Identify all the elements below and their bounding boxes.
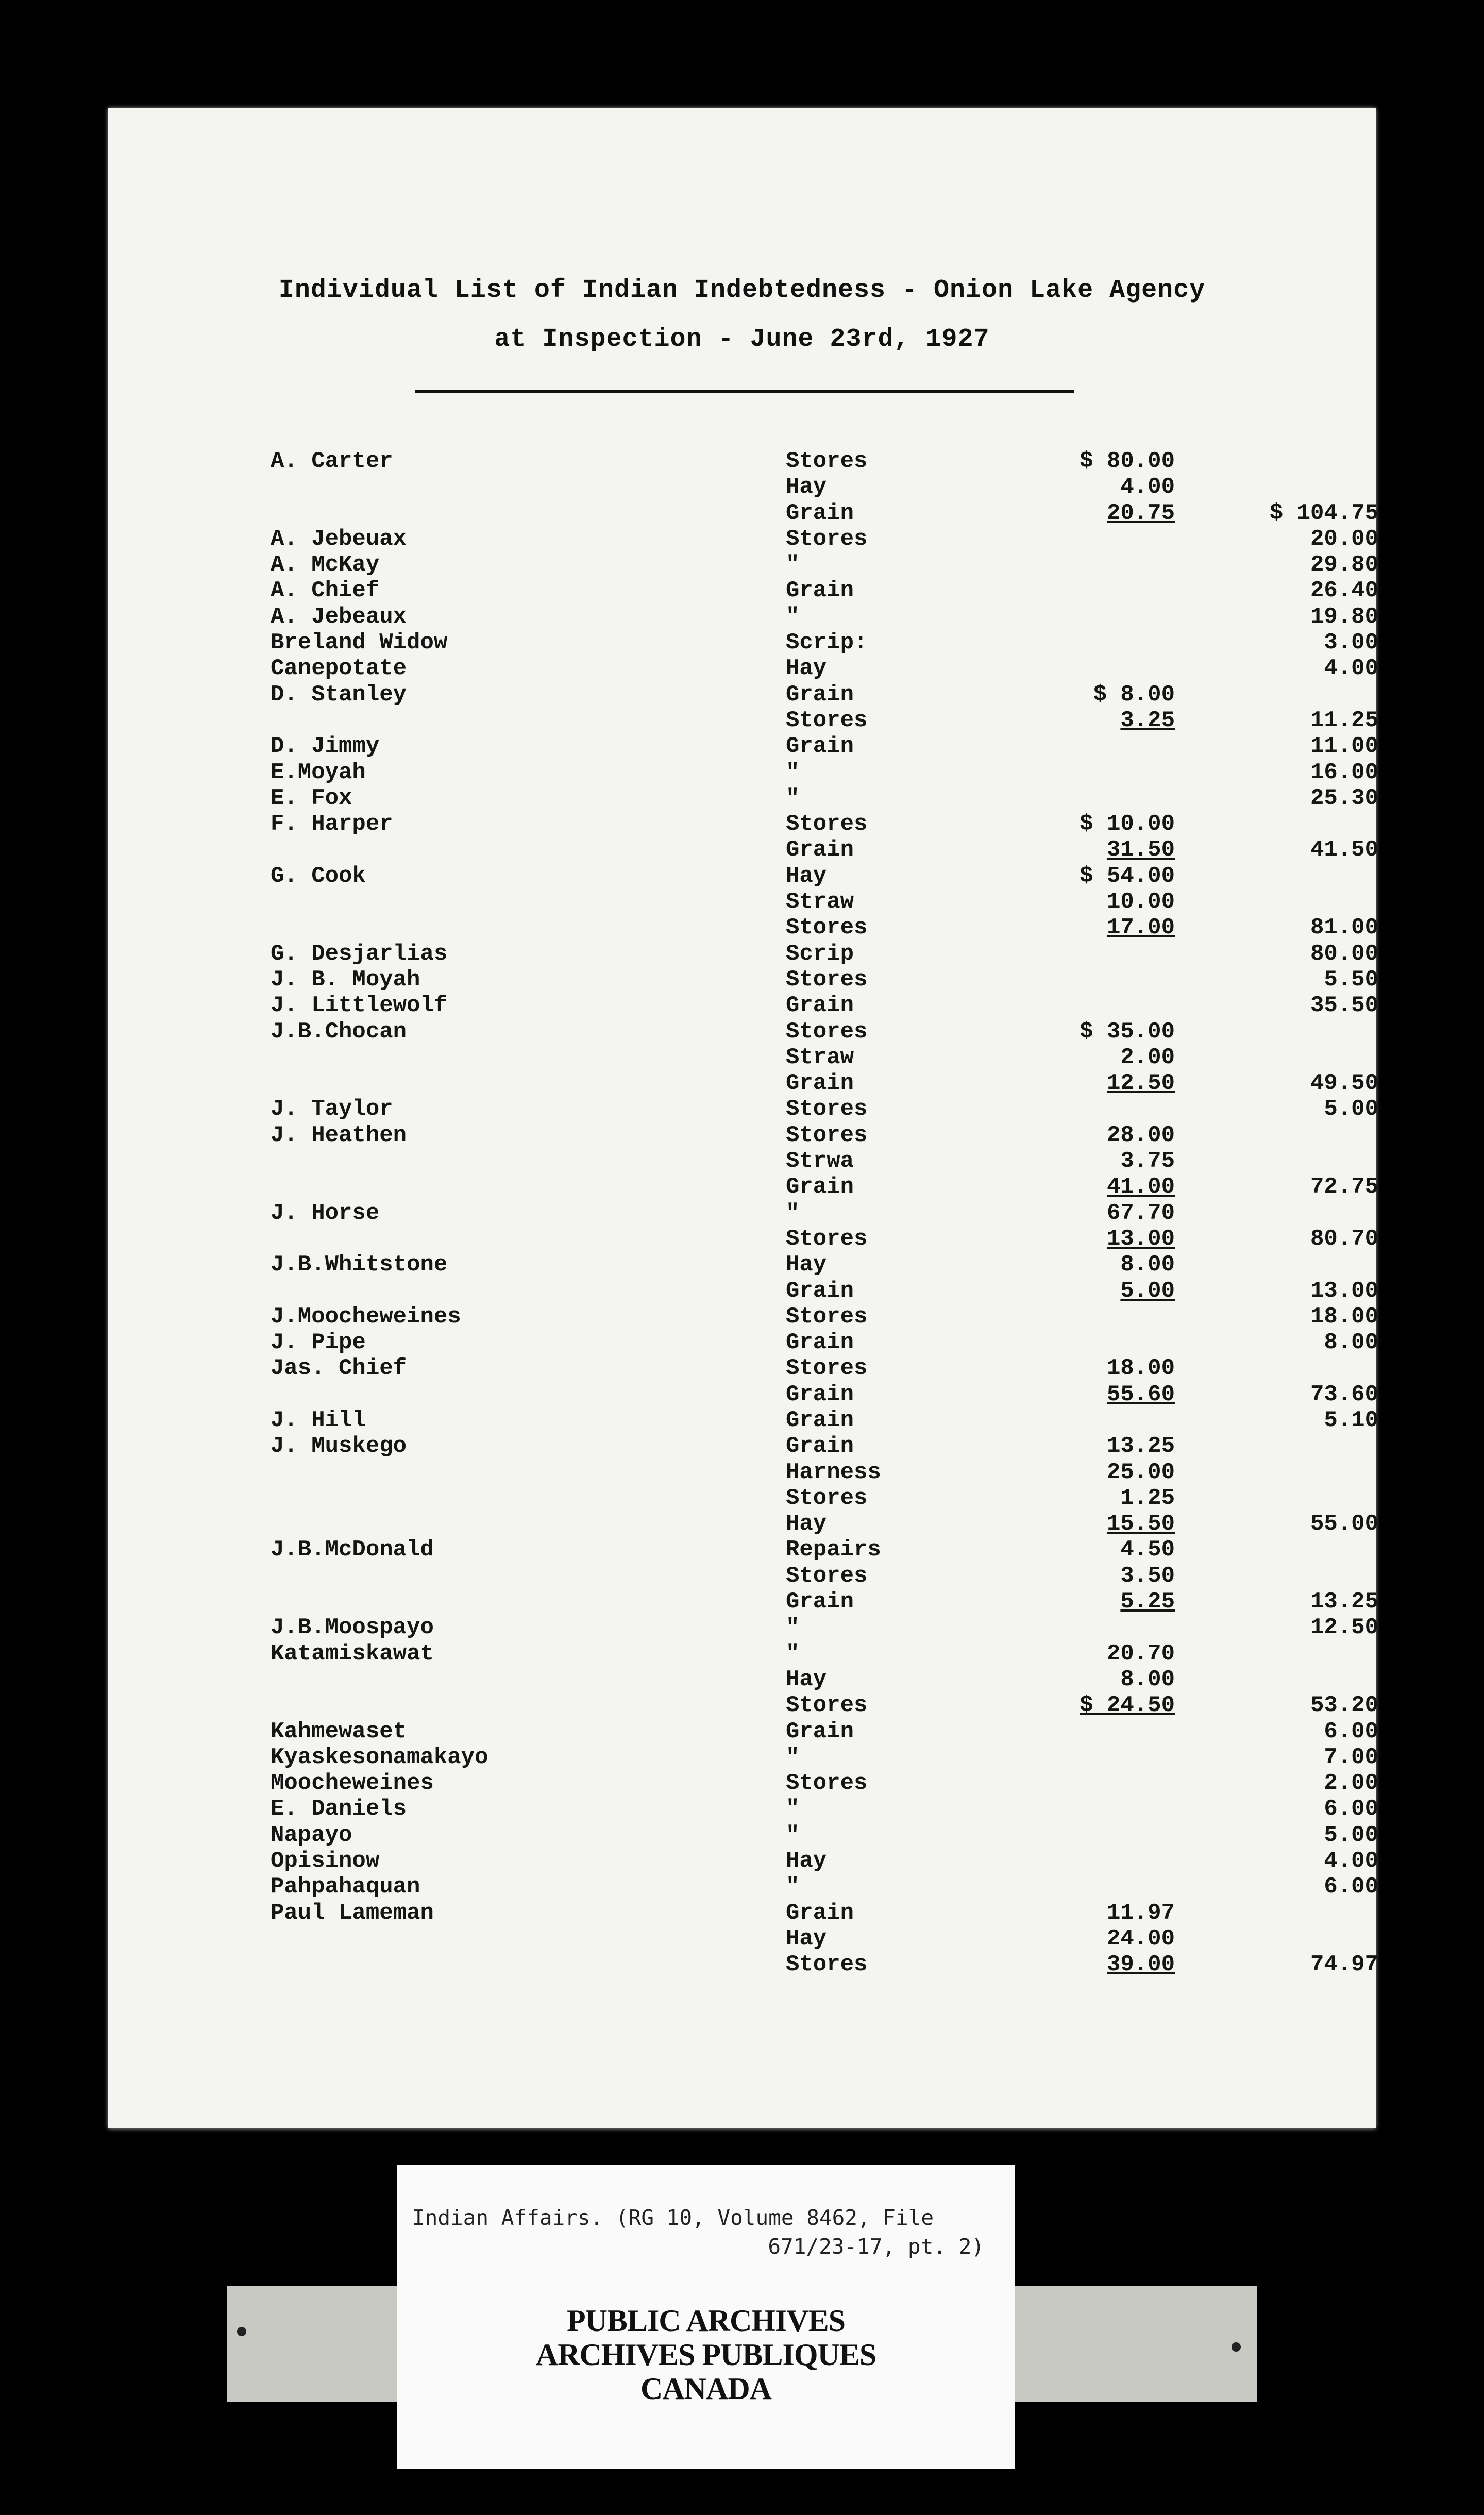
stamp-line-2: ARCHIVES PUBLIQUES: [535, 2338, 876, 2372]
entry-item: Grain: [786, 733, 854, 760]
entry-item: Stores: [786, 707, 868, 733]
tape-hole: [1232, 2342, 1241, 2352]
entry-item: Grain: [786, 1174, 854, 1200]
entry-item: Harness: [786, 1459, 881, 1485]
ledger-row: [108, 1045, 1376, 1070]
entry-total: 5.50: [1324, 966, 1378, 993]
entry-item: Stores: [786, 526, 868, 552]
document-subtitle: at Inspection - June 23rd, 1927: [494, 325, 990, 354]
entry-item: Grain: [786, 578, 854, 604]
entry-name: E. Daniels: [271, 1796, 407, 1822]
ledger-row: [108, 552, 1376, 578]
entry-total: 8.00: [1324, 1330, 1378, 1356]
entry-amount: $ 8.00: [1093, 681, 1175, 708]
entry-total: 73.60: [1310, 1381, 1378, 1407]
entry-item: Stores: [786, 1485, 868, 1511]
ledger-row: [108, 1641, 1376, 1667]
entry-total: 4.00: [1324, 1848, 1378, 1874]
ledger-row: [108, 1226, 1376, 1252]
entry-amount: 28.00: [1106, 1122, 1175, 1148]
entry-amount: 4.00: [1120, 474, 1175, 500]
ledger-row: [108, 1667, 1376, 1692]
ledger-row: [108, 1278, 1376, 1304]
entry-item: Stores: [786, 1303, 868, 1330]
entry-item: Stores: [786, 1563, 868, 1589]
entry-total: 11.25: [1310, 707, 1378, 733]
ledger-row: [108, 1822, 1376, 1848]
ledger-row: [108, 1770, 1376, 1796]
entry-amount: 15.50: [1106, 1511, 1175, 1537]
ledger-row: [108, 733, 1376, 759]
entry-total: 81.00: [1310, 915, 1378, 941]
ledger-row: [108, 1070, 1376, 1096]
entry-total: 53.20: [1310, 1692, 1378, 1719]
ledger-row: [108, 682, 1376, 708]
entry-item: Grain: [786, 500, 854, 526]
ledger-row: [108, 1796, 1376, 1822]
entry-name: Pahpahaquan: [271, 1874, 420, 1900]
entry-item: ": [786, 603, 800, 630]
entry-amount: 31.50: [1106, 837, 1175, 863]
entry-item: ": [786, 1796, 800, 1822]
entry-name: Canepotate: [271, 656, 407, 682]
entry-item: Hay: [786, 474, 827, 500]
entry-item: Stores: [786, 1692, 868, 1719]
entry-item: ": [786, 1615, 800, 1641]
entry-total: $ 104.75: [1269, 500, 1378, 526]
entry-total: 80.00: [1310, 941, 1378, 967]
ledger-row: [108, 1382, 1376, 1407]
ledger-row: [108, 1900, 1376, 1926]
entry-total: 13.25: [1310, 1589, 1378, 1615]
ledger-row: [108, 448, 1376, 474]
entry-total: 6.00: [1324, 1796, 1378, 1822]
entry-name: G. Desjarlias: [271, 941, 448, 967]
entry-total: 20.00: [1310, 526, 1378, 552]
entry-item: Hay: [786, 1511, 827, 1537]
ledger-row: [108, 474, 1376, 500]
entry-item: Grain: [786, 1070, 854, 1097]
ledger-row: [108, 993, 1376, 1018]
entry-item: Grain: [786, 993, 854, 1019]
entry-item: ": [786, 1640, 800, 1667]
entry-total: 29.80: [1310, 552, 1378, 578]
entry-total: 11.00: [1310, 733, 1378, 760]
ledger-row: [108, 1096, 1376, 1122]
entry-name: A. Jebeaux: [271, 603, 407, 630]
ledger-row: [108, 1148, 1376, 1174]
entry-name: J.B.Chocan: [271, 1018, 407, 1045]
entry-item: ": [786, 1874, 800, 1900]
ledger-row: [108, 1407, 1376, 1433]
ledger-row: [108, 1615, 1376, 1640]
entry-amount: 20.70: [1106, 1640, 1175, 1667]
ledger-row: [108, 1433, 1376, 1459]
entry-name: Paul Lameman: [271, 1900, 434, 1926]
entry-total: 49.50: [1310, 1070, 1378, 1097]
ledger-row: [108, 1355, 1376, 1381]
entry-amount: 11.97: [1106, 1900, 1175, 1926]
entry-item: Hay: [786, 1848, 827, 1874]
entry-amount: 13.00: [1106, 1226, 1175, 1252]
entry-name: J.B.Moospayo: [271, 1615, 434, 1641]
entry-total: 35.50: [1310, 993, 1378, 1019]
entry-total: 18.00: [1310, 1303, 1378, 1330]
ledger-row: [108, 811, 1376, 837]
entry-amount: 12.50: [1106, 1070, 1175, 1097]
entry-name: A. Jebeuax: [271, 526, 407, 552]
entry-name: J. Muskego: [271, 1433, 407, 1460]
entry-item: Stores: [786, 1018, 868, 1045]
entry-name: J. Pipe: [271, 1330, 366, 1356]
entry-total: 74.97: [1310, 1952, 1378, 1978]
entry-name: J. Taylor: [271, 1096, 393, 1122]
ledger-row: [108, 1874, 1376, 1900]
entry-item: Grain: [786, 1718, 854, 1745]
entry-name: J.B.Whitstone: [271, 1252, 448, 1278]
entry-item: Stores: [786, 966, 868, 993]
entry-total: 72.75: [1310, 1174, 1378, 1200]
ledger-row: [108, 785, 1376, 811]
ledger-row: [108, 708, 1376, 733]
entry-item: Strwa: [786, 1148, 854, 1175]
entry-amount: 8.00: [1120, 1252, 1175, 1278]
entry-total: 6.00: [1324, 1718, 1378, 1745]
ledger-row: [108, 760, 1376, 785]
entry-amount: $ 54.00: [1080, 863, 1175, 889]
entry-name: J.B.McDonald: [271, 1537, 434, 1563]
entry-name: E.Moyah: [271, 759, 366, 785]
entry-item: Stores: [786, 811, 868, 837]
indebtedness-ledger: [108, 448, 1376, 1978]
ledger-row: [108, 1019, 1376, 1045]
entry-item: Grain: [786, 1278, 854, 1304]
entry-total: 6.00: [1324, 1874, 1378, 1900]
entry-item: Straw: [786, 889, 854, 915]
entry-amount: 10.00: [1106, 889, 1175, 915]
entry-amount: $ 80.00: [1080, 448, 1175, 474]
entry-amount: 3.50: [1120, 1563, 1175, 1589]
entry-item: Grain: [786, 1900, 854, 1926]
ledger-row: [108, 1926, 1376, 1952]
entry-name: J. Littlewolf: [271, 993, 448, 1019]
ledger-row: [108, 1589, 1376, 1615]
entry-item: ": [786, 552, 800, 578]
entry-amount: 8.00: [1120, 1666, 1175, 1692]
entry-item: Grain: [786, 1407, 854, 1433]
entry-amount: 39.00: [1106, 1952, 1175, 1978]
entry-item: ": [786, 1744, 800, 1770]
entry-item: Stores: [786, 1226, 868, 1252]
entry-item: Stores: [786, 915, 868, 941]
entry-amount: 3.75: [1120, 1148, 1175, 1175]
entry-amount: 4.50: [1120, 1537, 1175, 1563]
entry-amount: 24.00: [1106, 1925, 1175, 1952]
entry-amount: 55.60: [1106, 1381, 1175, 1407]
ledger-row: [108, 1485, 1376, 1511]
entry-item: ": [786, 1822, 800, 1848]
ledger-row: [108, 630, 1376, 656]
entry-name: E. Fox: [271, 785, 352, 811]
tape-hole: [237, 2327, 246, 2336]
entry-item: Stores: [786, 1770, 868, 1797]
stamp-line-3: CANADA: [640, 2372, 771, 2406]
entry-name: Napayo: [271, 1822, 352, 1848]
entry-amount: 2.00: [1120, 1044, 1175, 1070]
document-title: Individual List of Indian Indebtedness - Onion Lake Agency: [278, 276, 1206, 305]
entry-amount: 20.75: [1106, 500, 1175, 526]
entry-amount: 5.25: [1120, 1589, 1175, 1615]
entry-total: 19.80: [1310, 603, 1378, 630]
ledger-row: [108, 1304, 1376, 1330]
ledger-row: [108, 1200, 1376, 1226]
title-divider: [415, 390, 1074, 393]
entry-total: 12.50: [1310, 1615, 1378, 1641]
entry-name: J. B. Moyah: [271, 966, 420, 993]
entry-item: Grain: [786, 1589, 854, 1615]
ledger-row: [108, 1745, 1376, 1770]
entry-amount: 17.00: [1106, 915, 1175, 941]
reference-line-2: 671/23-17, pt. 2): [768, 2234, 984, 2259]
entry-item: Grain: [786, 1381, 854, 1407]
reference-line-1: Indian Affairs. (RG 10, Volume 8462, File: [412, 2205, 934, 2230]
entry-total: 3.00: [1324, 630, 1378, 656]
entry-total: 25.30: [1310, 785, 1378, 811]
ledger-row: [108, 604, 1376, 630]
entry-total: 5.10: [1324, 1407, 1378, 1433]
archive-reference: [412, 2203, 1010, 2261]
entry-item: Grain: [786, 837, 854, 863]
entry-name: Breland Widow: [271, 630, 448, 656]
entry-amount: 18.00: [1106, 1355, 1175, 1382]
entry-item: Stores: [786, 1355, 868, 1382]
entry-item: Hay: [786, 656, 827, 682]
entry-name: Opisinow: [271, 1848, 380, 1874]
ledger-row: [108, 1692, 1376, 1718]
ledger-row: [108, 1330, 1376, 1355]
entry-amount: 67.70: [1106, 1200, 1175, 1226]
entry-item: ": [786, 1200, 800, 1226]
entry-total: 2.00: [1324, 1770, 1378, 1797]
ledger-row: [108, 578, 1376, 603]
ledger-row: [108, 1563, 1376, 1589]
entry-amount: 41.00: [1106, 1174, 1175, 1200]
entry-total: 55.00: [1310, 1511, 1378, 1537]
archive-stamp: [397, 2304, 1015, 2406]
ledger-row: [108, 1719, 1376, 1745]
entry-name: Katamiskawat: [271, 1640, 434, 1667]
entry-name: Jas. Chief: [271, 1355, 407, 1382]
document-page: [108, 108, 1376, 2128]
entry-amount: 1.25: [1120, 1485, 1175, 1511]
entry-amount: 3.25: [1120, 707, 1175, 733]
entry-total: 13.00: [1310, 1278, 1378, 1304]
entry-name: G. Cook: [271, 863, 366, 889]
entry-name: J. Hill: [271, 1407, 366, 1433]
entry-total: 16.00: [1310, 759, 1378, 785]
entry-item: ": [786, 759, 800, 785]
entry-amount: 5.00: [1120, 1278, 1175, 1304]
ledger-row: [108, 837, 1376, 863]
ledger-row: [108, 1460, 1376, 1485]
entry-name: J. Heathen: [271, 1122, 407, 1148]
ledger-row: [108, 967, 1376, 993]
ledger-row: [108, 915, 1376, 941]
entry-item: Grain: [786, 1330, 854, 1356]
entry-item: Stores: [786, 448, 868, 474]
entry-name: D. Stanley: [271, 681, 407, 708]
entry-item: Scrip: [786, 941, 854, 967]
entry-total: 5.00: [1324, 1822, 1378, 1848]
entry-total: 5.00: [1324, 1096, 1378, 1122]
ledger-row: [108, 1122, 1376, 1148]
ledger-row: [108, 1511, 1376, 1537]
entry-total: 80.70: [1310, 1226, 1378, 1252]
entry-name: Kahmewaset: [271, 1718, 407, 1745]
entry-item: Scrip:: [786, 630, 868, 656]
entry-item: Stores: [786, 1952, 868, 1978]
entry-item: Hay: [786, 1252, 827, 1278]
ledger-row: [108, 1174, 1376, 1200]
entry-name: Moocheweines: [271, 1770, 434, 1797]
ledger-row: [108, 526, 1376, 552]
entry-name: D. Jimmy: [271, 733, 380, 760]
entry-amount: $ 24.50: [1080, 1692, 1175, 1719]
entry-name: A. Carter: [271, 448, 393, 474]
ledger-row: [108, 1252, 1376, 1278]
ledger-row: [108, 863, 1376, 889]
entry-name: J. Horse: [271, 1200, 380, 1226]
entry-item: Hay: [786, 863, 827, 889]
entry-item: ": [786, 785, 800, 811]
entry-total: 26.40: [1310, 578, 1378, 604]
entry-name: Kyaskesonamakayo: [271, 1744, 488, 1770]
entry-total: 41.50: [1310, 837, 1378, 863]
entry-item: Stores: [786, 1122, 868, 1148]
entry-name: F. Harper: [271, 811, 393, 837]
entry-item: Grain: [786, 1433, 854, 1460]
entry-amount: 25.00: [1106, 1459, 1175, 1485]
entry-item: Straw: [786, 1044, 854, 1070]
entry-name: J.Moocheweines: [271, 1303, 461, 1330]
entry-item: Hay: [786, 1925, 827, 1952]
entry-item: Repairs: [786, 1537, 881, 1563]
entry-amount: $ 35.00: [1080, 1018, 1175, 1045]
ledger-row: [108, 941, 1376, 967]
ledger-row: [108, 1537, 1376, 1563]
entry-item: Hay: [786, 1666, 827, 1692]
entry-amount: $ 10.00: [1080, 811, 1175, 837]
entry-item: Stores: [786, 1096, 868, 1122]
entry-item: Grain: [786, 681, 854, 708]
entry-name: A. McKay: [271, 552, 380, 578]
ledger-row: [108, 1952, 1376, 1977]
stamp-line-1: PUBLIC ARCHIVES: [566, 2304, 846, 2338]
ledger-row: [108, 889, 1376, 915]
entry-name: A. Chief: [271, 578, 380, 604]
entry-amount: 13.25: [1106, 1433, 1175, 1460]
ledger-row: [108, 1848, 1376, 1874]
ledger-row: [108, 656, 1376, 681]
entry-total: 4.00: [1324, 656, 1378, 682]
entry-total: 7.00: [1324, 1744, 1378, 1770]
ledger-row: [108, 500, 1376, 526]
